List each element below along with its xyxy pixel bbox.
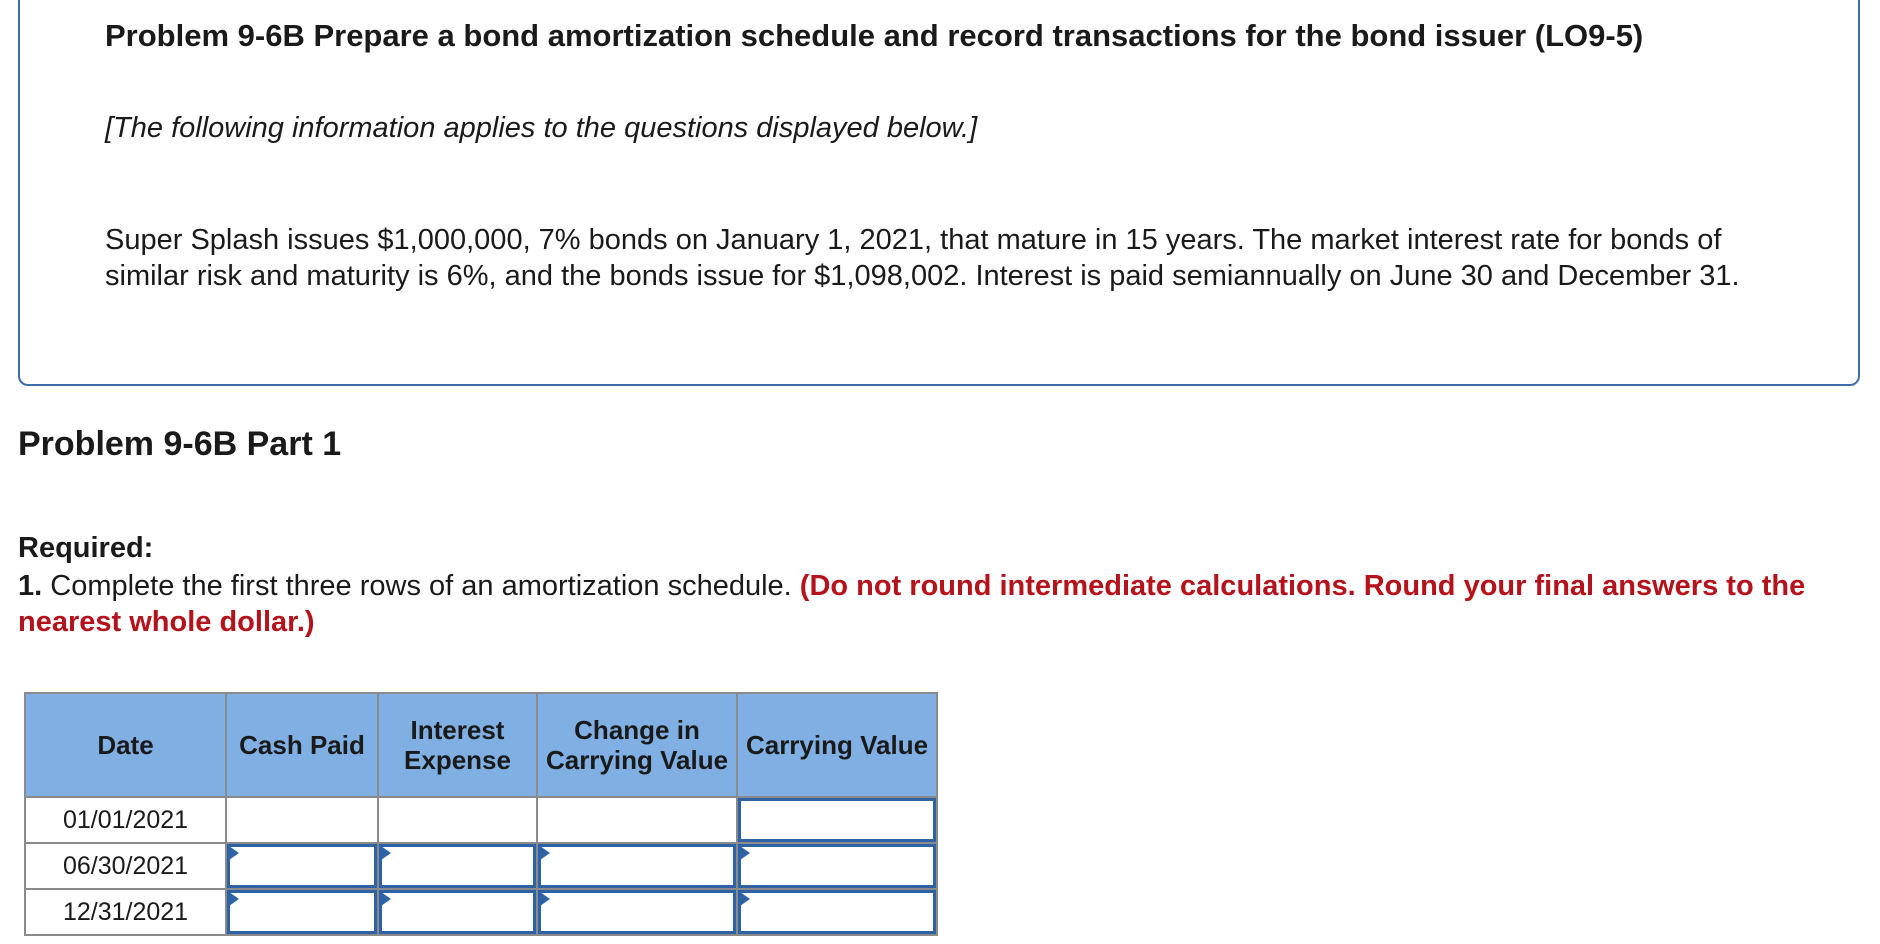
required-label: Required: [18,532,154,564]
change-cell [537,889,737,935]
interest-expense-cell [378,843,537,889]
row-date: 01/01/2021 [25,797,226,843]
change-in-carrying-value-input[interactable] [538,844,736,888]
row-date: 12/31/2021 [25,889,226,935]
cash-paid-cell-empty [226,797,378,843]
header-date: Date [25,693,226,797]
interest-expense-input[interactable] [379,844,536,888]
input-flag-icon [740,846,750,860]
interest-expense-input[interactable] [379,890,536,934]
instruction-text: Complete the first three rows of an amortization schedule. [50,570,792,602]
instruction [18,568,1878,640]
carrying-value-input[interactable] [738,798,936,842]
scenario-text: Super Splash issues $1,000,000, 7% bonds on January 1, 2021, that mature in 15 years. The market interest rate for bonds of similar risk and maturity is 6%, and the bonds issue for $1,098,002. Interest is paid semiannually on June 30 and December 31. [105,224,1740,292]
cash-paid-input[interactable] [227,890,377,934]
change-cell-empty [537,797,737,843]
table-row [25,843,937,889]
header-cash-paid: Cash Paid [226,693,378,797]
rounding-note: (Do not round intermediate calculations. Round your final answers to the nearest whole dollar.) [18,570,1806,638]
input-flag-icon [540,892,550,906]
header-interest-expense: Interest Expense [378,693,537,797]
input-flag-icon [229,892,239,906]
table-header-row [25,693,937,797]
problem-title: Problem 9-6B Prepare a bond amortization schedule and record transactions for the bond issuer (LO9-5) [105,18,1644,53]
carrying-value-cell [737,797,937,843]
instruction-number: 1. [18,570,43,602]
change-cell [537,843,737,889]
part-title: Problem 9-6B Part 1 [18,425,342,463]
cash-paid-cell [226,843,378,889]
header-carrying-value: Carrying Value [737,693,937,797]
intro-note: [The following information applies to the questions displayed below.] [105,112,978,144]
input-flag-icon [229,846,239,860]
input-flag-icon [381,892,391,906]
input-flag-icon [740,892,750,906]
interest-expense-cell [378,889,537,935]
change-in-carrying-value-input[interactable] [538,890,736,934]
header-change-in-carrying-value: Change in Carrying Value [537,693,737,797]
cash-paid-cell [226,889,378,935]
carrying-value-cell [737,889,937,935]
table-row [25,797,937,843]
cash-paid-input[interactable] [227,844,377,888]
table-row [25,889,937,935]
row-date: 06/30/2021 [25,843,226,889]
interest-expense-cell-empty [378,797,537,843]
input-flag-icon [540,846,550,860]
amortization-schedule-table [24,692,938,936]
carrying-value-input[interactable] [738,890,936,934]
input-flag-icon [381,846,391,860]
carrying-value-input[interactable] [738,844,936,888]
carrying-value-cell [737,843,937,889]
